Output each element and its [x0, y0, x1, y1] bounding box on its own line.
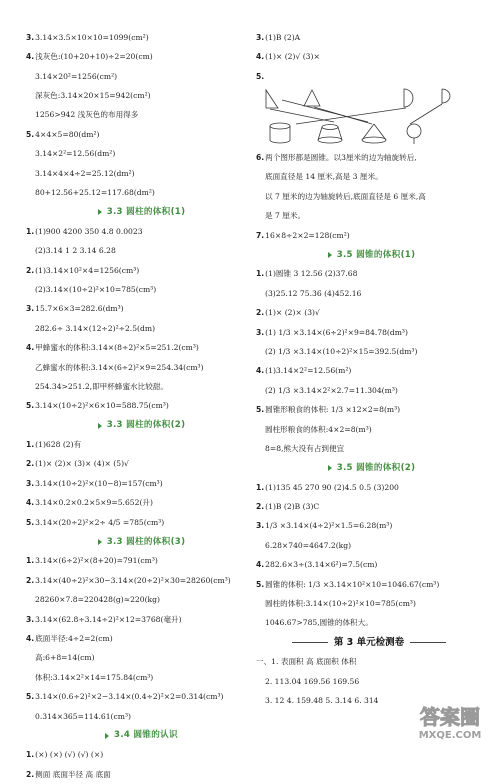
match-line-5 — [410, 104, 442, 124]
watermark-logo — [408, 700, 492, 744]
answer-text: (1)628 (2)有 — [35, 440, 82, 450]
answer-text: (1)B (2)B (3)C — [265, 502, 320, 512]
answer-text: 3.14×(40÷2)²×30−3.14×(20÷2)²×30=28260(cm³) — [35, 575, 231, 585]
answer-text: 2. 113.04 169.56 169.56 — [265, 676, 360, 686]
question-number: 4. — [26, 52, 35, 62]
answer-text: 一、1. 表面积 高 底面积 体积 — [256, 657, 357, 667]
svg-text:MXQE.COM: MXQE.COM — [418, 730, 482, 741]
match-line-4 — [296, 108, 406, 124]
answer-text: (2)3.14 1 2 3.14 6.28 — [35, 246, 116, 256]
question-number: 3. — [26, 304, 35, 314]
answer-line — [256, 342, 482, 361]
answer-text: 两个图形都是圆锥。以3厘米的边为轴旋转后, — [265, 153, 417, 163]
answer-text: (×) (×) (√) (√) (×) — [35, 750, 104, 760]
answer-text: 6.28×740=4647.2(kg) — [265, 540, 352, 550]
question-number: 2. — [256, 502, 265, 512]
answer-text: 8=8,熊大没有占到便宜 — [265, 443, 345, 453]
cone-solid — [362, 124, 386, 143]
answer-text: 3.14×(62.8÷3.14÷2)²×12=3768(毫升) — [35, 614, 182, 624]
question-number: 4. — [26, 634, 35, 643]
answer-text: (2)3.14×(10÷2)²×10=785(cm³) — [35, 284, 157, 294]
answer-text: 乙蜂蜜水的体积:3.14×(6÷2)²×9=254.34(cm³) — [35, 362, 204, 372]
answer-line — [256, 28, 482, 47]
answer-line — [256, 439, 482, 458]
answer-text: 3.14×3.5×10×10=1099(cm²) — [35, 32, 149, 42]
answer-line — [26, 435, 252, 454]
answer-line — [26, 765, 252, 784]
answer-line — [26, 319, 252, 338]
answer-text: 15.7×6×3=282.6(dm³) — [35, 304, 124, 314]
answer-line — [26, 241, 252, 260]
answer-line — [256, 284, 482, 303]
answer-text: 3.14×(10÷2)²×(10−8)=157(cm³) — [35, 478, 163, 488]
answer-line — [256, 361, 482, 380]
section-heading — [26, 203, 252, 222]
left-column — [26, 28, 252, 784]
answer-text: 80+12.56+25.12=117.68(dm²) — [35, 188, 155, 198]
answer-line — [26, 474, 252, 493]
triangle-bullet-icon — [98, 209, 102, 215]
question-number: 2. — [26, 459, 35, 469]
answer-text: 3.14×4×4÷2=25.12(dm²) — [35, 168, 135, 178]
section-heading — [256, 245, 482, 264]
section-heading-text: 3.3 圆柱的体积(2) — [106, 420, 186, 431]
question-number: 2. — [26, 265, 35, 275]
semicircle-shape — [404, 89, 413, 107]
question-number: 5. — [256, 71, 265, 81]
answer-line — [26, 106, 252, 125]
section-heading — [26, 726, 252, 745]
answer-line — [26, 687, 252, 706]
answer-line — [26, 668, 252, 687]
answer-line — [26, 164, 252, 183]
question-number: 3. — [256, 327, 265, 337]
question-number: 4. — [26, 343, 35, 353]
answer-line — [256, 67, 482, 86]
triangle-bullet-icon — [328, 465, 332, 471]
question-number: 1. — [256, 269, 265, 279]
answer-text: 底面半径:4÷2=2(cm) — [35, 634, 113, 643]
answer-line — [26, 47, 252, 66]
answer-text: 浅灰色:(10+20+10)÷2=20(cm) — [35, 52, 153, 62]
answer-text: (1)× (2)√ (3)× — [265, 52, 320, 62]
section-heading-text: 3.4 圆锥的认识 — [114, 730, 178, 741]
answer-line — [256, 323, 482, 342]
question-number: 5. — [26, 517, 35, 527]
answer-line — [256, 400, 482, 419]
answer-text: 3.14×(10÷2)²×6×10=588.75(cm³) — [35, 401, 169, 411]
answer-line — [256, 672, 482, 691]
answer-text: 3.14×2²=12.56(dm²) — [35, 149, 116, 159]
section-heading-text: 3.5 圆锥的体积(1) — [336, 249, 416, 260]
answer-line — [26, 183, 252, 202]
answer-text: (1) 1/3 ×3.14×(6÷2)²×9=84.78(dm³) — [265, 327, 408, 337]
question-number: 3. — [26, 614, 35, 624]
answer-line — [26, 222, 252, 241]
answer-line — [256, 652, 482, 671]
question-number: 3. — [26, 32, 35, 42]
answer-line — [26, 610, 252, 629]
right-column — [256, 28, 482, 711]
answer-text: 3.14×(6÷2)²×(8+20)=791(cm³) — [35, 556, 158, 566]
answer-line — [26, 590, 252, 609]
question-number: 4. — [256, 52, 265, 62]
answer-text: (1)3.14×10²×4=1256(cm³) — [35, 265, 140, 275]
question-number: 4. — [256, 366, 265, 376]
answer-text: 3. 12 4. 159.48 5. 3.14 6. 314 — [265, 696, 379, 705]
answer-line — [26, 396, 252, 415]
answer-text: 254.34>251.2,即甲杯蜂蜜水比较甜。 — [35, 381, 169, 391]
answer-text: 高:6+8=14(cm) — [35, 653, 95, 663]
section-heading-text: 3.3 圆柱的体积(3) — [106, 536, 186, 547]
question-number: 2. — [256, 308, 265, 318]
answer-text: (1)× (2)× (3)× (4)× (5)√ — [35, 459, 129, 469]
question-number: 3. — [26, 478, 35, 488]
answer-line — [256, 381, 482, 400]
answer-text: 3.14×20²=1256(cm²) — [35, 71, 118, 81]
triangle-shape — [266, 90, 278, 108]
answer-text: (1)135 45 270 90 (2)4.5 0.5 (3)200 — [265, 482, 399, 492]
answer-text: 圆锥形粮食的体积: 1/3 ×12×2=8(m³) — [265, 405, 401, 415]
answer-line — [256, 168, 482, 187]
flag-shape — [442, 89, 450, 104]
answer-line — [256, 148, 482, 167]
question-number: 3. — [256, 521, 265, 531]
answer-line — [256, 187, 482, 206]
answer-text: 282.6×3÷(3.14×6²)=7.5(cm) — [265, 560, 378, 570]
section-heading — [26, 416, 252, 435]
question-number: 1. — [26, 226, 35, 236]
answer-text: (2) 1/3 ×3.14×(10÷2)²×15=392.5(dm³) — [265, 346, 418, 356]
answer-text: 1256>942 浅灰色的布用得多 — [35, 110, 139, 120]
answer-text: (1)B (2)A — [265, 32, 301, 42]
question-number: 4. — [256, 560, 265, 570]
question-number: 6. — [256, 153, 265, 163]
answer-line — [256, 555, 482, 574]
answer-text: (1)圆锥 3 12.56 (2)37.68 — [265, 269, 358, 279]
answer-text: (1)3.14×2²=12.56(m²) — [265, 366, 352, 376]
answer-line — [26, 745, 252, 764]
answer-line — [26, 358, 252, 377]
question-number: 2. — [26, 575, 35, 585]
answer-line — [256, 536, 482, 555]
answer-text: 282.6÷ 3.14×(12÷2)²÷2.5(dm) — [35, 323, 156, 333]
answer-line — [256, 206, 482, 225]
answer-line — [26, 455, 252, 474]
answer-line — [26, 144, 252, 163]
question-number: 1. — [26, 556, 35, 566]
right-main-block — [256, 148, 482, 710]
answer-text: (1)900 4200 350 4.8 0.0023 — [35, 226, 143, 236]
question-number: 1. — [26, 440, 35, 450]
answer-text: 3.14×0.2×0.2×5×9=5.652(升) — [35, 498, 153, 508]
answer-text: 圆柱形粮食的体积:4×2=8(m³) — [265, 424, 372, 434]
answer-text: 侧面 底面半径 高 底面 — [35, 769, 111, 779]
question-number: 3. — [256, 32, 265, 42]
answer-text: 0.314×365=114.61(cm³) — [35, 711, 131, 721]
answer-line — [26, 707, 252, 726]
answer-text: 圆锥的体积: 1/3 ×3.14×10²×10=1046.67(cm³) — [265, 579, 440, 589]
answer-line — [26, 125, 252, 144]
question-number: 4. — [26, 498, 35, 508]
answer-line — [256, 594, 482, 613]
answer-line — [256, 226, 482, 245]
triangle-bullet-icon — [98, 423, 102, 429]
answer-line — [26, 338, 252, 357]
answer-line — [256, 614, 482, 633]
answer-line — [26, 67, 252, 86]
answer-text: 圆柱的体积:3.14×(10÷2)²×10=785(cm³) — [265, 599, 416, 609]
triangle-bullet-icon — [105, 733, 109, 739]
answer-text: 16×8÷2×2=128(cm²) — [265, 230, 350, 240]
question-number: 5. — [26, 129, 35, 139]
answer-line — [256, 47, 482, 66]
answer-line — [26, 649, 252, 668]
answer-text: 深灰色:3.14×20×15=942(cm²) — [35, 91, 151, 101]
answer-text: 3.14×(20÷2)²×2÷ 4/5 =785(cm³) — [35, 517, 165, 527]
question-number: 5. — [256, 405, 265, 415]
svg-text:答案圈: 答案圈 — [420, 705, 480, 729]
answer-line — [256, 478, 482, 497]
section-heading — [26, 532, 252, 551]
answer-text: (3)25.12 75.36 (4)452.16 — [265, 288, 362, 298]
right-triangle-shape — [304, 90, 320, 106]
answer-line — [256, 265, 482, 284]
answer-line — [256, 303, 482, 322]
answer-text: 底面直径是 14 厘米,高是 3 厘米。 — [265, 172, 383, 182]
answer-text: 是 7 厘米。 — [265, 211, 306, 221]
question-number: 5. — [26, 401, 35, 411]
question-number: 1. — [256, 482, 265, 492]
answer-text: 1/3 ×3.14×(4÷2)²×1.5=6.28(m³) — [265, 521, 393, 531]
answer-line — [26, 261, 252, 280]
answer-text: 3.14×(0.6÷2)²×2−3.14×(0.4÷2)²×2=0.314(cm³) — [35, 692, 224, 702]
section-heading — [256, 458, 482, 477]
answer-line — [26, 552, 252, 571]
answer-line — [26, 28, 252, 47]
answer-text: 4×4×5=80(dm²) — [35, 129, 100, 139]
triangle-bullet-icon — [98, 539, 102, 545]
answer-text: 体积:3.14×2²×14=175.84(cm³) — [35, 672, 154, 682]
answer-line — [26, 86, 252, 105]
answer-line — [256, 517, 482, 536]
sphere-on-stand-solid — [407, 124, 421, 144]
answer-line — [26, 629, 252, 648]
question-number: 5. — [256, 579, 265, 589]
divider — [292, 642, 328, 643]
question-number: 1. — [26, 750, 35, 760]
answer-line — [256, 420, 482, 439]
answer-line — [26, 493, 252, 512]
question-number: 7. — [256, 230, 265, 240]
answer-line — [256, 575, 482, 594]
triangle-bullet-icon — [328, 252, 332, 258]
frustum-solid — [318, 125, 342, 144]
answer-line — [26, 299, 252, 318]
match-line-3 — [282, 100, 368, 122]
answer-text: 以 7 厘米的边为轴旋转后,底面直径是 6 厘米,高 — [265, 191, 426, 201]
answer-line — [26, 571, 252, 590]
answer-text: 1046.67>785,圆锥的体积大。 — [265, 618, 373, 628]
right-top-block — [256, 28, 482, 86]
answer-text: 甲蜂蜜水的体积:3.14×(8÷2)²×5=251.2(cm³) — [35, 343, 199, 353]
section-heading-text: 3.5 圆锥的体积(2) — [336, 462, 416, 473]
answer-text: (2) 1/3 ×3.14×2²×2.7=11.304(m³) — [265, 385, 398, 395]
unit-test-heading — [256, 633, 482, 652]
question-number: 2. — [26, 769, 35, 779]
answer-line — [26, 513, 252, 532]
answer-line — [26, 280, 252, 299]
answer-line — [26, 377, 252, 396]
answer-line — [256, 497, 482, 516]
unit-test-title: 第 3 单元检测卷 — [333, 636, 405, 648]
section-heading-text: 3.3 圆柱的体积(1) — [106, 206, 186, 217]
answer-text: 28260×7.8=220428(g)≈220(kg) — [35, 595, 160, 605]
answer-text: (1)× (2)× (3)√ — [265, 308, 320, 318]
question-number: 5. — [26, 692, 35, 702]
q5-matching-figure — [256, 86, 482, 148]
cylinder-solid — [270, 123, 290, 143]
divider — [410, 642, 446, 643]
